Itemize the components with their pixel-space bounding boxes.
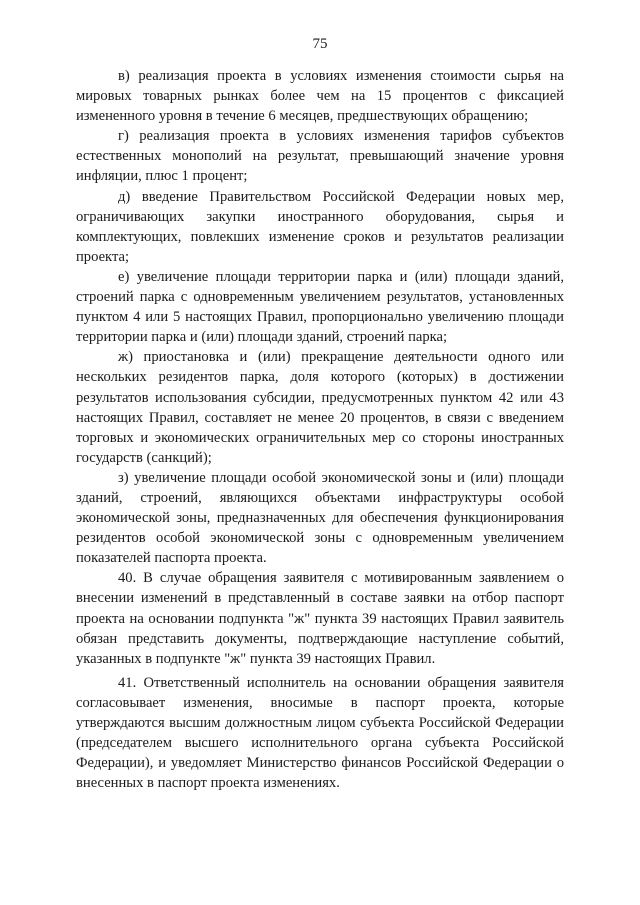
paragraph-41: 41. Ответственный исполнитель на основании обращения заявителя согласовывает изменения, вносимые в паспорт проекта, которые утверждаются высшим должностным лицом субъекта Российской Федерации (председателем высшего исполнительного органа субъекта Российской Федерации), и уведомляет Министерство финансов Российской Федерации о внесенных в паспорт проекта изменениях. (76, 674, 564, 792)
paragraph-40: 40. В случае обращения заявителя с мотивированным заявлением о внесении изменений в представленный в составе заявки на отбор паспорт проекта на основании подпункта "ж" пункта 39 настоящих Правил заявитель обязан представить документы, подтверждающие наступление событий, указанных в подпункте "ж" пункта 39 настоящих Правил. (76, 570, 564, 667)
paragraph-zh: ж) приостановка и (или) прекращение деятельности одного или нескольких резидентов парка, доля которого (которых) в достижении результатов использования субсидии, предусмотренных пунктом 42 или 43 настоящих Правил, составляет не менее 20 процентов, в связи с введением торговых и экономических ограничительных мер со стороны иностранных государств (санкций); (76, 349, 564, 466)
page-number: 75 (312, 36, 328, 52)
document-body (76, 66, 564, 793)
paragraph-z: з) увеличение площади особой экономической зоны и (или) площади зданий, строений, являющихся объектами инфраструктуры особой экономической зоны, предназначенных для обеспечения функционирования резидентов особой экономической зоны с одновременным увеличением показателей паспорта проекта. (76, 469, 564, 567)
paragraph-d: д) введение Правительством Российской Федерации новых мер, ограничивающих закупки иностранного оборудования, сырья и комплектующих, повлекших изменение сроков и результатов реализации проекта; (76, 188, 564, 265)
paragraph-g: г) реализация проекта в условиях изменения тарифов субъектов естественных монополий на результат, превышающий значение уровня инфляции, плюс 1 процент; (76, 128, 564, 185)
paragraph-e: е) увеличение площади территории парка и (или) площади зданий, строений парка с одновременным увеличением результатов, установленных пунктом 4 или 5 настоящих Правил, пропорционально увеличению площади территории парка и (или) площади зданий, строений парка; (76, 268, 564, 346)
paragraph-v: в) реализация проекта в условиях изменения стоимости сырья на мировых товарных рынках более чем на 15 процентов с фиксацией измененного уровня в течение 6 месяцев, предшествующих обращению; (76, 68, 564, 125)
